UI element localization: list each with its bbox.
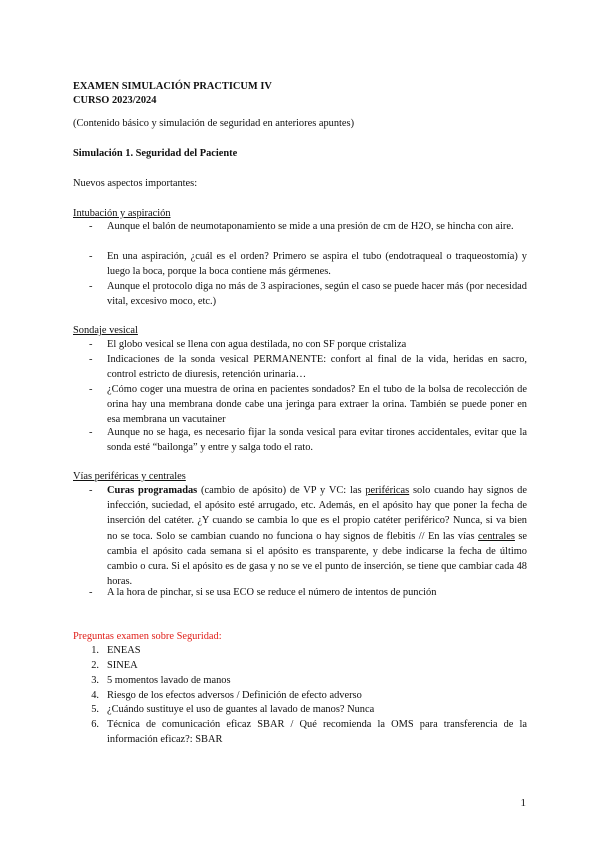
- questions-heading: Preguntas examen sobre Seguridad:: [73, 631, 222, 642]
- question-number: 5.: [91, 704, 99, 715]
- curas-text-2: solo cuando hay signos de infección, suciedad, el apósito esté arrugado, etc. Además, en el apósito hay que poner la fecha de inserción del catéter. ¿Y cuando se cambia lo que es el propio catéter periférico? Nunca, si va bien no se toca. Solo se cambian cuando no funciona o hay signos de flebitis // En las vías: [107, 485, 527, 542]
- bullet-dash: -: [89, 384, 93, 395]
- question-number: 6.: [91, 719, 99, 730]
- simulation-heading: Simulación 1. Seguridad del Paciente: [73, 148, 238, 159]
- section-title-catheter: Sondaje vesical: [73, 325, 138, 336]
- bullet-dash: -: [89, 221, 93, 232]
- question-number: 4.: [91, 690, 99, 701]
- list-item: Aunque no se haga, es necesario fijar la sonda vesical para evitar tirones accidentales, evitar que la sonda esté “bailonga” y entre y salga todo el rato.: [107, 427, 527, 454]
- bullet-dash: -: [89, 281, 93, 292]
- page-number: 1: [520, 797, 526, 809]
- bullet-dash: -: [89, 427, 93, 438]
- list-item: En una aspiración, ¿cuál es el orden? Primero se aspira el tubo (endotraqueal o traqueostomía) y luego la boca, porque la boca contiene más gérmenes.: [107, 251, 527, 278]
- curas-label: Curas programadas: [107, 485, 198, 496]
- question-number: 3.: [91, 675, 99, 686]
- curas-text-1: (cambio de apósito) de VP y VC: las: [197, 485, 366, 496]
- curas-text-3: se cambia el apósito cada semana si el apósito es transparente, y debe indicarse la fecha de último cambio o cura. Si el apósito es de gasa y no se ve el punto de inserción, se tiene que cambiar cada 48 horas.: [107, 530, 527, 588]
- list-item: ¿Cómo coger una muestra de orina en pacientes sondados? En el tubo de la bolsa de recolección de orina hay una membrana donde cabe una jeringa para extraer la orina. También se puede poner en esa membrana un vacutainer: [107, 384, 527, 426]
- question-item: Riesgo de los efectos adversos / Definición de efecto adverso: [107, 690, 362, 701]
- exam-title: EXAMEN SIMULACIÓN PRACTICUM IV: [73, 81, 272, 92]
- list-item: Aunque el protocolo diga no más de 3 aspiraciones, según el caso se puede hacer más (por necesidad vital, excesivo moco, etc.): [107, 281, 527, 308]
- list-item: Aunque el balón de neumotaponamiento se mide a una presión de cm de H2O, se hincha con aire.: [107, 221, 514, 232]
- question-item: SINEA: [107, 660, 138, 671]
- question-item: ENEAS: [107, 645, 141, 656]
- content-note: (Contenido básico y simulación de seguridad en anteriores apuntes): [73, 118, 355, 129]
- question-item: 5 momentos lavado de manos: [107, 675, 231, 686]
- list-item: Indicaciones de la sonda vesical PERMANENTE: confort al final de la vida, heridas en sacro, control estricto de diuresis, retención urinaria…: [107, 354, 527, 381]
- question-item: Técnica de comunicación eficaz SBAR / Qué recomienda la OMS para transferencia de la información eficaz?: SBAR: [107, 719, 527, 746]
- bullet-dash: -: [89, 354, 93, 365]
- question-number: 2.: [91, 660, 99, 671]
- list-item: A la hora de pinchar, si se usa ECO se reduce el número de intentos de punción: [107, 587, 437, 598]
- central-word: centrales: [478, 530, 515, 542]
- course-year: CURSO 2023/2024: [73, 95, 157, 106]
- section-title-intubation: Intubación y aspiración: [73, 208, 171, 219]
- bullet-dash: -: [89, 587, 93, 598]
- question-number: 1.: [91, 645, 99, 656]
- bullet-dash: -: [89, 485, 93, 496]
- periph-word: periféricas: [365, 485, 410, 496]
- section-title-lines: Vías periféricas y centrales: [73, 471, 186, 482]
- list-item: El globo vesical se llena con agua destilada, no con SF porque cristaliza: [107, 339, 407, 350]
- bullet-dash: -: [89, 339, 93, 350]
- intro-text: Nuevos aspectos importantes:: [73, 178, 198, 189]
- question-item: ¿Cuándo sustituye el uso de guantes al lavado de manos? Nunca: [107, 704, 375, 715]
- list-item-curas: [107, 483, 527, 589]
- bullet-dash: -: [89, 251, 93, 262]
